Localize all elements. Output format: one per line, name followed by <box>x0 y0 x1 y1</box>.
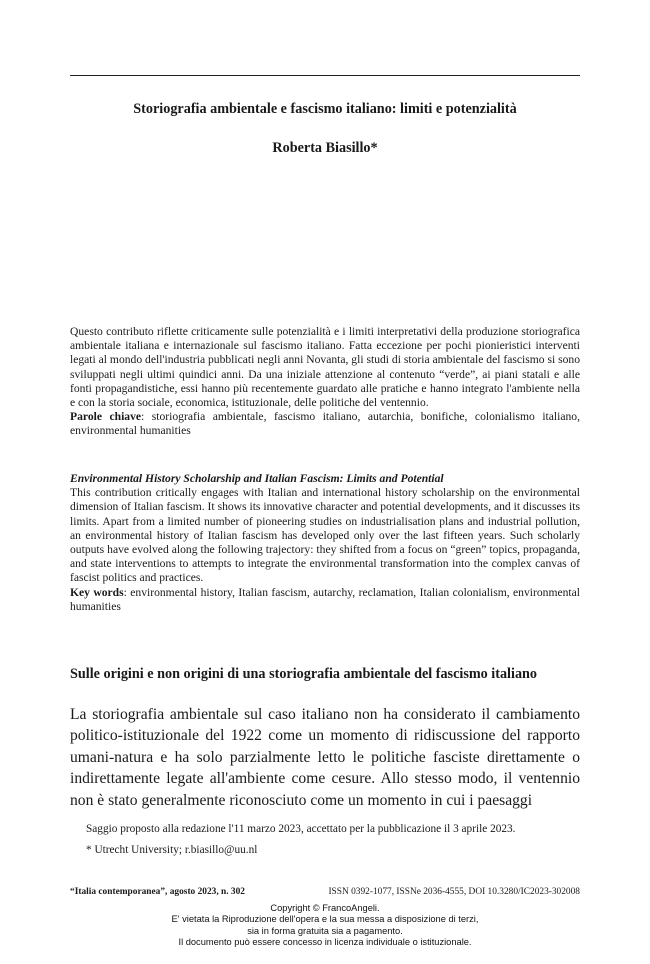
keywords-english <box>70 586 580 614</box>
journal-footer <box>70 886 580 898</box>
abstract-italian <box>70 325 580 439</box>
copyright-line: sia in forma gratuita sia a pagamento. <box>247 925 403 936</box>
footnote-submission: Saggio proposto alla redazione l'11 marzo 2023, accettato per la pubblicazione il 3 aprile 2023. <box>86 823 516 835</box>
journal-identifiers: ISSN 0392-1077, ISSNe 2036-4555, DOI 10.3280/IC2023-302008 <box>328 887 580 897</box>
abstract-english-title: Environmental History Scholarship and Italian Fascism: Limits and Potential <box>70 472 444 485</box>
keywords-english-list: : environmental history, Italian fascism, autarchy, reclamation, Italian colonialism, environmental humanities <box>70 585 580 613</box>
abstract-english <box>70 472 580 614</box>
copyright-line: E' vietata la Riproduzione dell'opera e la sua messa a disposizione di terzi, <box>171 914 479 925</box>
footnote-affiliation: * Utrecht University; r.biasillo@uu.nl <box>86 844 258 856</box>
article-author: Roberta Biasillo* <box>272 140 378 156</box>
journal-citation: “Italia contemporanea”, agosto 2023, n. 302 <box>70 887 245 897</box>
article-title: Storiografia ambientale e fascismo italiano: limiti e potenzialità <box>133 101 517 117</box>
header-rule <box>70 75 580 76</box>
copyright-notice <box>0 903 650 948</box>
keywords-italian-label: Parole chiave <box>70 410 142 424</box>
abstract-italian-text: Questo contributo riflette criticamente sulle potenzialità e i limiti interpretativi della produzione storiografica ambientale italiana e internazionale sul fascismo italiano. Fatta eccezione per pochi pionieristici interventi legati al mondo dell'industria pubblicati negli anni Novanta, gli studi di storia ambientale del fascismo si sono sviluppati negli ultimi quindici anni. Da una iniziale attenzione al contenuto “verde”, ai piani statali e alle fonti propagandistiche, essi hanno più recentemente guardato alle pratiche e hanno integrato l'ambiente nella e con la storia sociale, economica, istituzionale, delle politiche del ventennio. <box>70 325 580 410</box>
body-paragraph: La storiografia ambientale sul caso italiano non ha considerato il cambiamento politico-istituzionale del 1922 come un momento di ridiscussione del rapporto umani-natura e ha solo parzialmente letto le politiche fasciste direttamente o indirettamente legate all'ambiente come cesure. Allo stesso modo, il ventennio non è stato generalmente riconosciuto come un momento in cui i paesaggi <box>70 706 580 809</box>
abstract-english-text: This contribution critically engages with Italian and international history scholarship on the environmental dimension of Italian fascism. It shows its innovative character and potential developments, and it discusses its limits. Apart from a limited number of pioneering studies on industrialisation plans and industrial pollution, an environmental history of Italian fascism has developed only over the last fifteen years. Such scholarly outputs have evolved along the following trajectory: they shifted from a focus on “green” topics, propaganda, and state interventions to attempts to integrate the environmental transformation into the complex canvas of fascist politics and practices. <box>70 486 580 585</box>
keywords-italian-list: : storiografia ambientale, fascismo italiano, autarchia, bonifiche, colonialismo italiano, environmental humanities <box>70 410 581 438</box>
section-heading: Sulle origini e non origini di una storiografia ambientale del fascismo italiano <box>70 666 538 682</box>
copyright-line: Copyright © FrancoAngeli. <box>270 903 380 913</box>
keywords-english-label: Key words <box>70 585 124 599</box>
copyright-line: Il documento può essere concesso in licenza individuale o istituzionale. <box>178 936 472 947</box>
keywords-italian <box>70 410 580 438</box>
